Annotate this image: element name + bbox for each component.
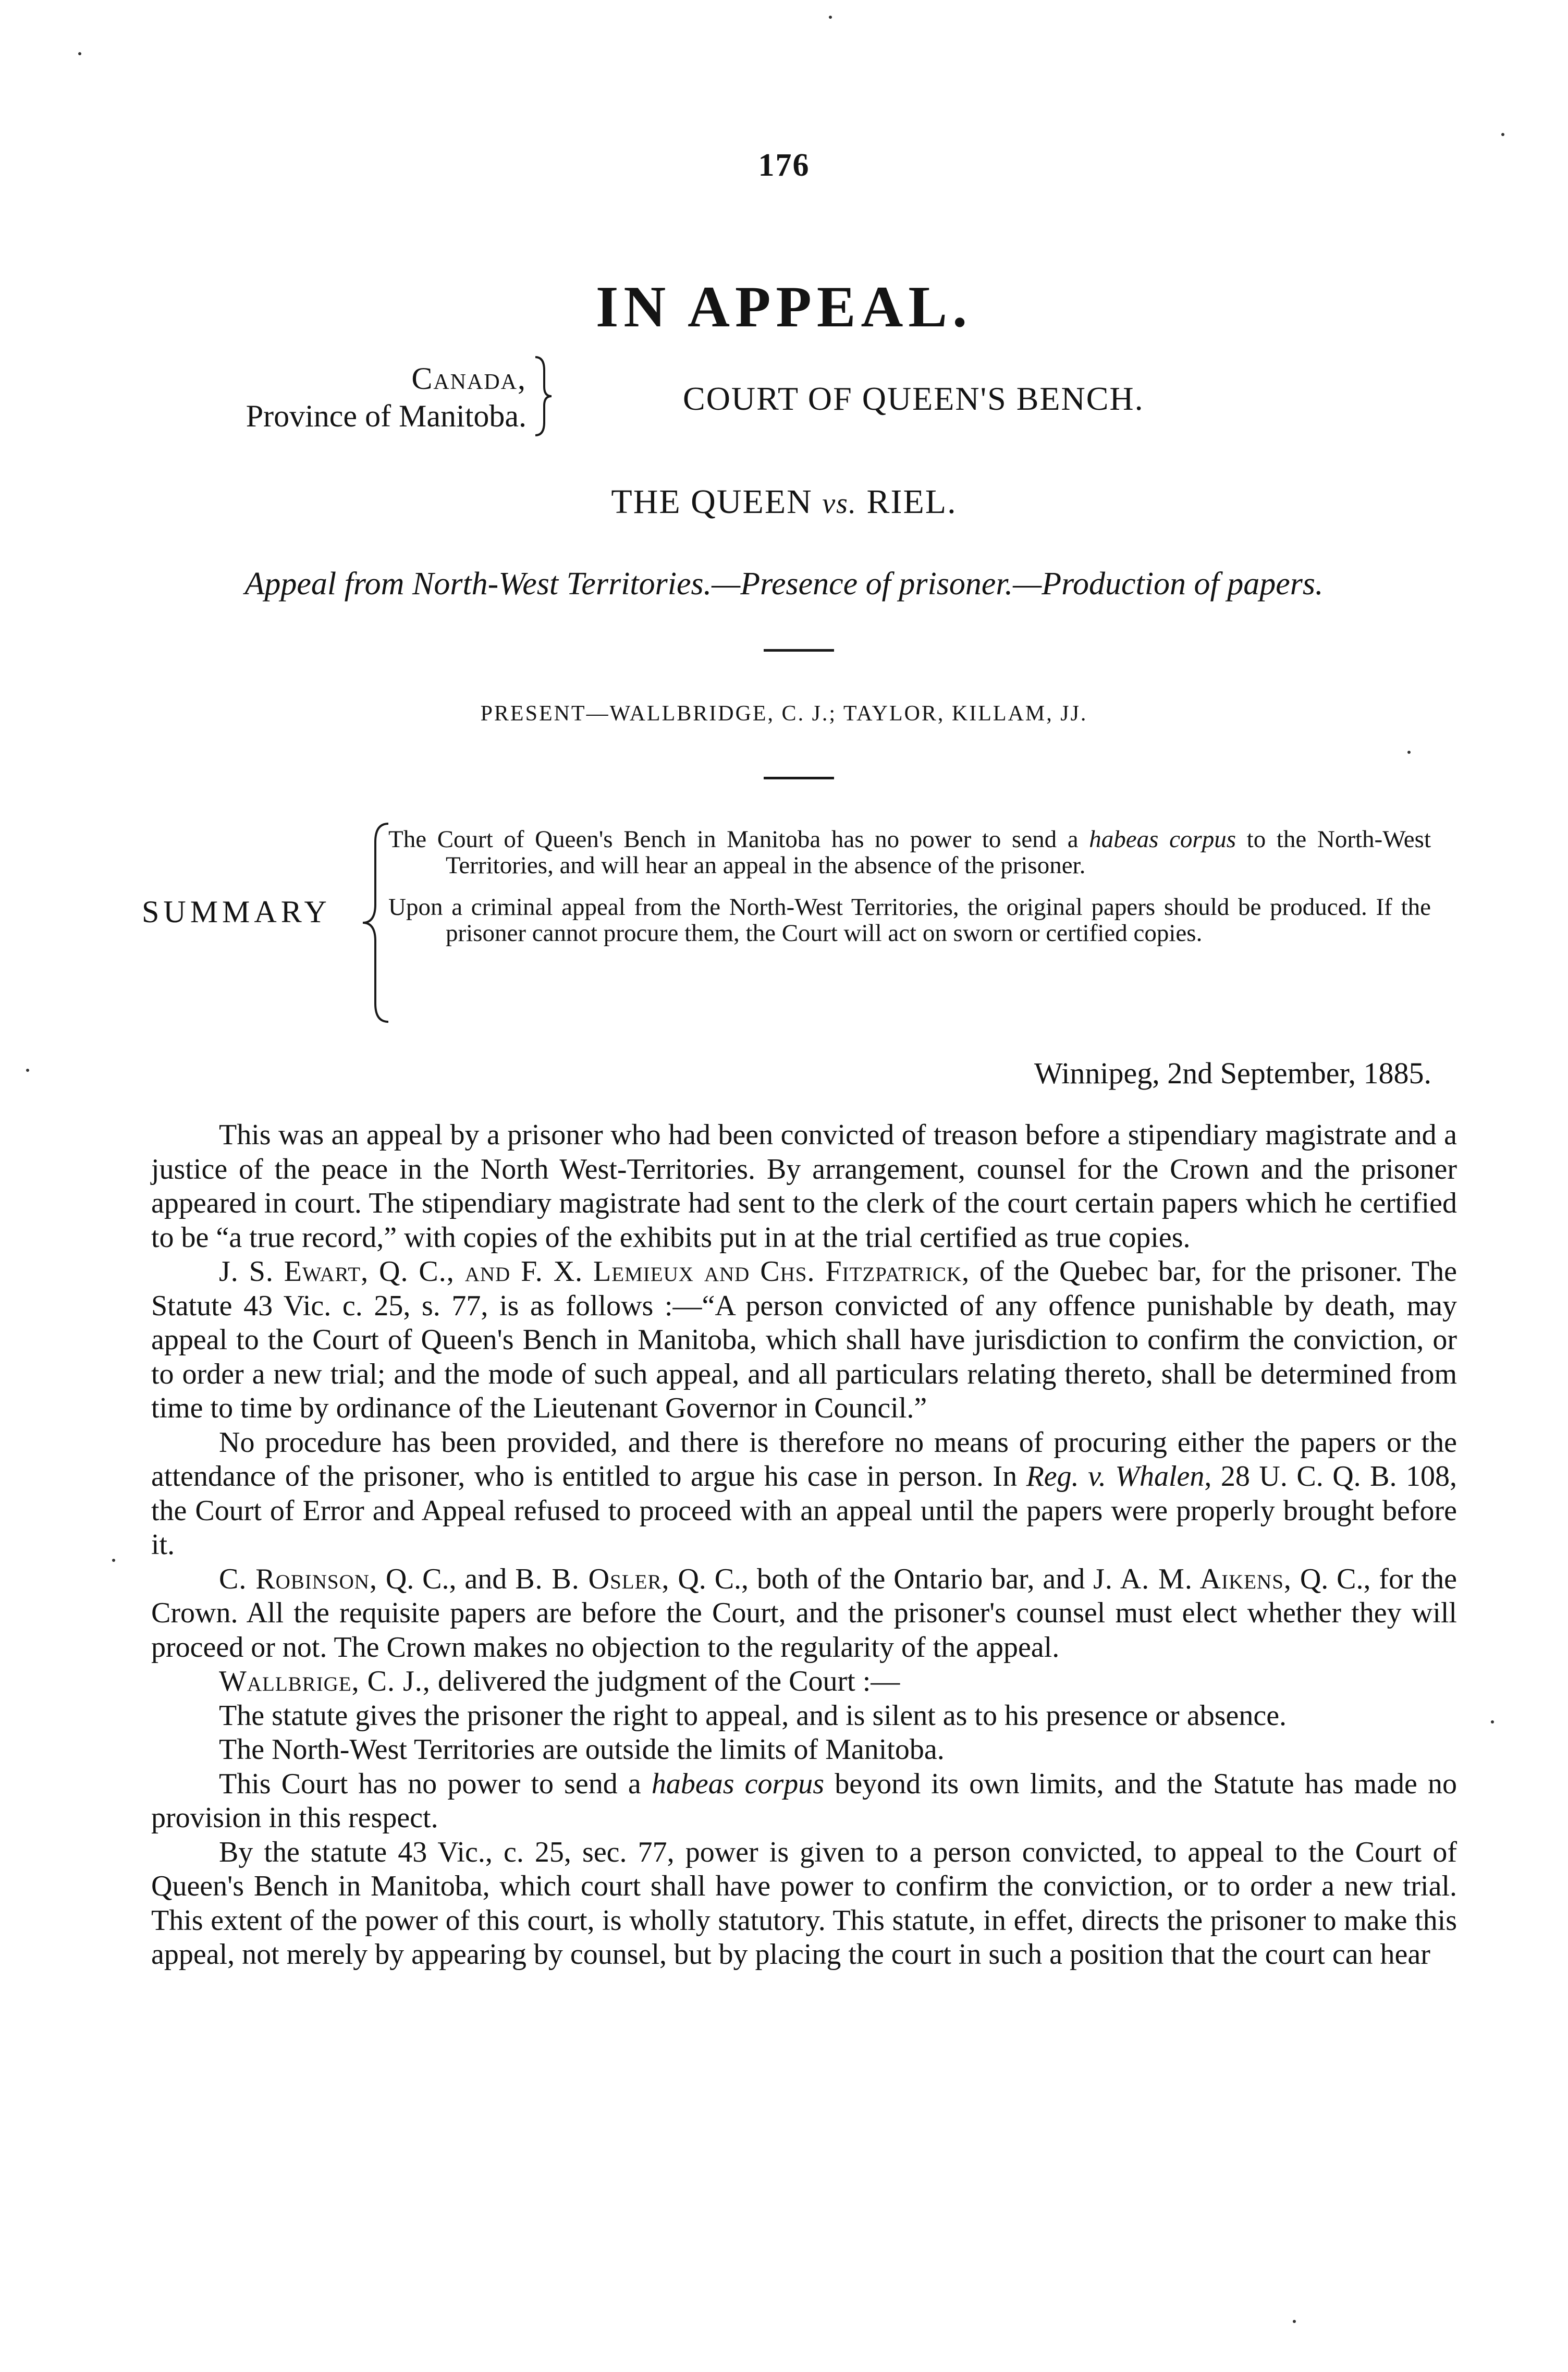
- case-party-b: RIEL.: [866, 483, 957, 521]
- body-paragraph: This Court has no power to send a habeas corpus beyond its own limits, and the Statute has made no provision in this respect.: [151, 1767, 1457, 1834]
- body-text: [151, 1118, 1457, 1972]
- divider-rule: [764, 649, 834, 652]
- body-paragraph: The North-West Territories are outside the limits of Manitoba.: [219, 1733, 945, 1766]
- right-brace-icon: [533, 354, 554, 438]
- body-paragraph: C. Robinson, Q. C., and B. B. Osler, Q. C., both of the Ontario bar, and J. A. M. Aikens, Q. C., for the Crown. All the requisite papers are before the Court, and the prisoner's counsel must elect whether they will proceed or not. The Crown makes no objection to the regularity of the appeal.: [151, 1562, 1457, 1664]
- body-paragraph: No procedure has been provided, and there is therefore no means of procuring either the papers or the attendance of the prisoner, who is entitled to argue his case in person. In Reg. v. Whalen, 28 U. C. Q. B. 108, the Court of Error and Appeal refused to proceed with an appeal until the papers were properly brought before it.: [151, 1426, 1457, 1561]
- page-number: 176: [758, 148, 810, 183]
- body-paragraph: This was an appeal by a prisoner who had been convicted of treason before a stipendiary magistrate and a justice of the peace in the North West-Territories. By arrangement, counsel for the Crown and the prisoner appeared in court. The stipendiary magistrate had sent to the clerk of the court certain papers which he certified to be “a true record,” with copies of the exhibits put in at the trial certified as true copies.: [151, 1119, 1457, 1254]
- case-party-a: THE QUEEN: [611, 483, 813, 521]
- date-line: Winnipeg, 2nd September, 1885.: [1034, 1056, 1431, 1090]
- body-paragraph: Wallbrige, C. J., delivered the judgment of the Court :—: [219, 1665, 900, 1697]
- case-subject: Appeal from North-West Territories.—Presence of prisoner.—Production of papers.: [244, 566, 1324, 602]
- left-brace-icon: [360, 821, 391, 1024]
- section-heading: IN APPEAL.: [595, 275, 973, 339]
- summary-paragraph: The Court of Queen's Bench in Manitoba has no power to send a habeas corpus to the North-West Territories, and will hear an appeal in the absence of the prisoner.: [388, 826, 1431, 879]
- jurisdiction: [141, 360, 526, 435]
- court-name: COURT OF QUEEN'S BENCH.: [683, 380, 1144, 417]
- summary-paragraph: Upon a criminal appeal from the North-West Territories, the original papers should be produced. If the prisoner cannot procure them, the Court will act on sworn or certified copies.: [388, 894, 1431, 947]
- case-versus: vs.: [822, 487, 857, 520]
- summary-block: [388, 826, 1431, 962]
- body-paragraph: By the statute 43 Vic., c. 25, sec. 77, power is given to a person convicted, to appeal to the Court of Queen's Bench in Manitoba, which court shall have power to confirm the conviction, or to order a new trial. This extent of the power of this court, is wholly statutory. This statute, in effet, directs the prisoner to make this appeal, not merely by appearing by counsel, but by placing the court in such a position that the court can hear: [151, 1836, 1457, 1971]
- jurisdiction-country: Canada,: [411, 361, 526, 396]
- jurisdiction-province: Province of Manitoba.: [246, 399, 526, 433]
- case-title: [0, 482, 1568, 522]
- body-paragraph: J. S. Ewart, Q. C., and F. X. Lemieux and Chs. Fitzpatrick, of the Quebec bar, for the prisoner. The Statute 43 Vic. c. 25, s. 77, is as follows :—“A person convicted of any offence punishable by death, may appeal to the Court of Queen's Bench in Manitoba, which shall have jurisdiction to confirm the conviction, or to order a new trial; and the mode of such appeal, and all particulars relating thereto, shall be determined from time to time by ordinance of the Lieutenant Governor in Council.”: [151, 1255, 1457, 1424]
- present-judges: PRESENT—WALLBRIDGE, C. J.; TAYLOR, KILLAM, JJ.: [480, 702, 1088, 726]
- divider-rule: [764, 777, 834, 779]
- summary-label: SUMMARY: [142, 895, 331, 929]
- body-paragraph: The statute gives the prisoner the right to appeal, and is silent as to his presence or absence.: [219, 1699, 1287, 1732]
